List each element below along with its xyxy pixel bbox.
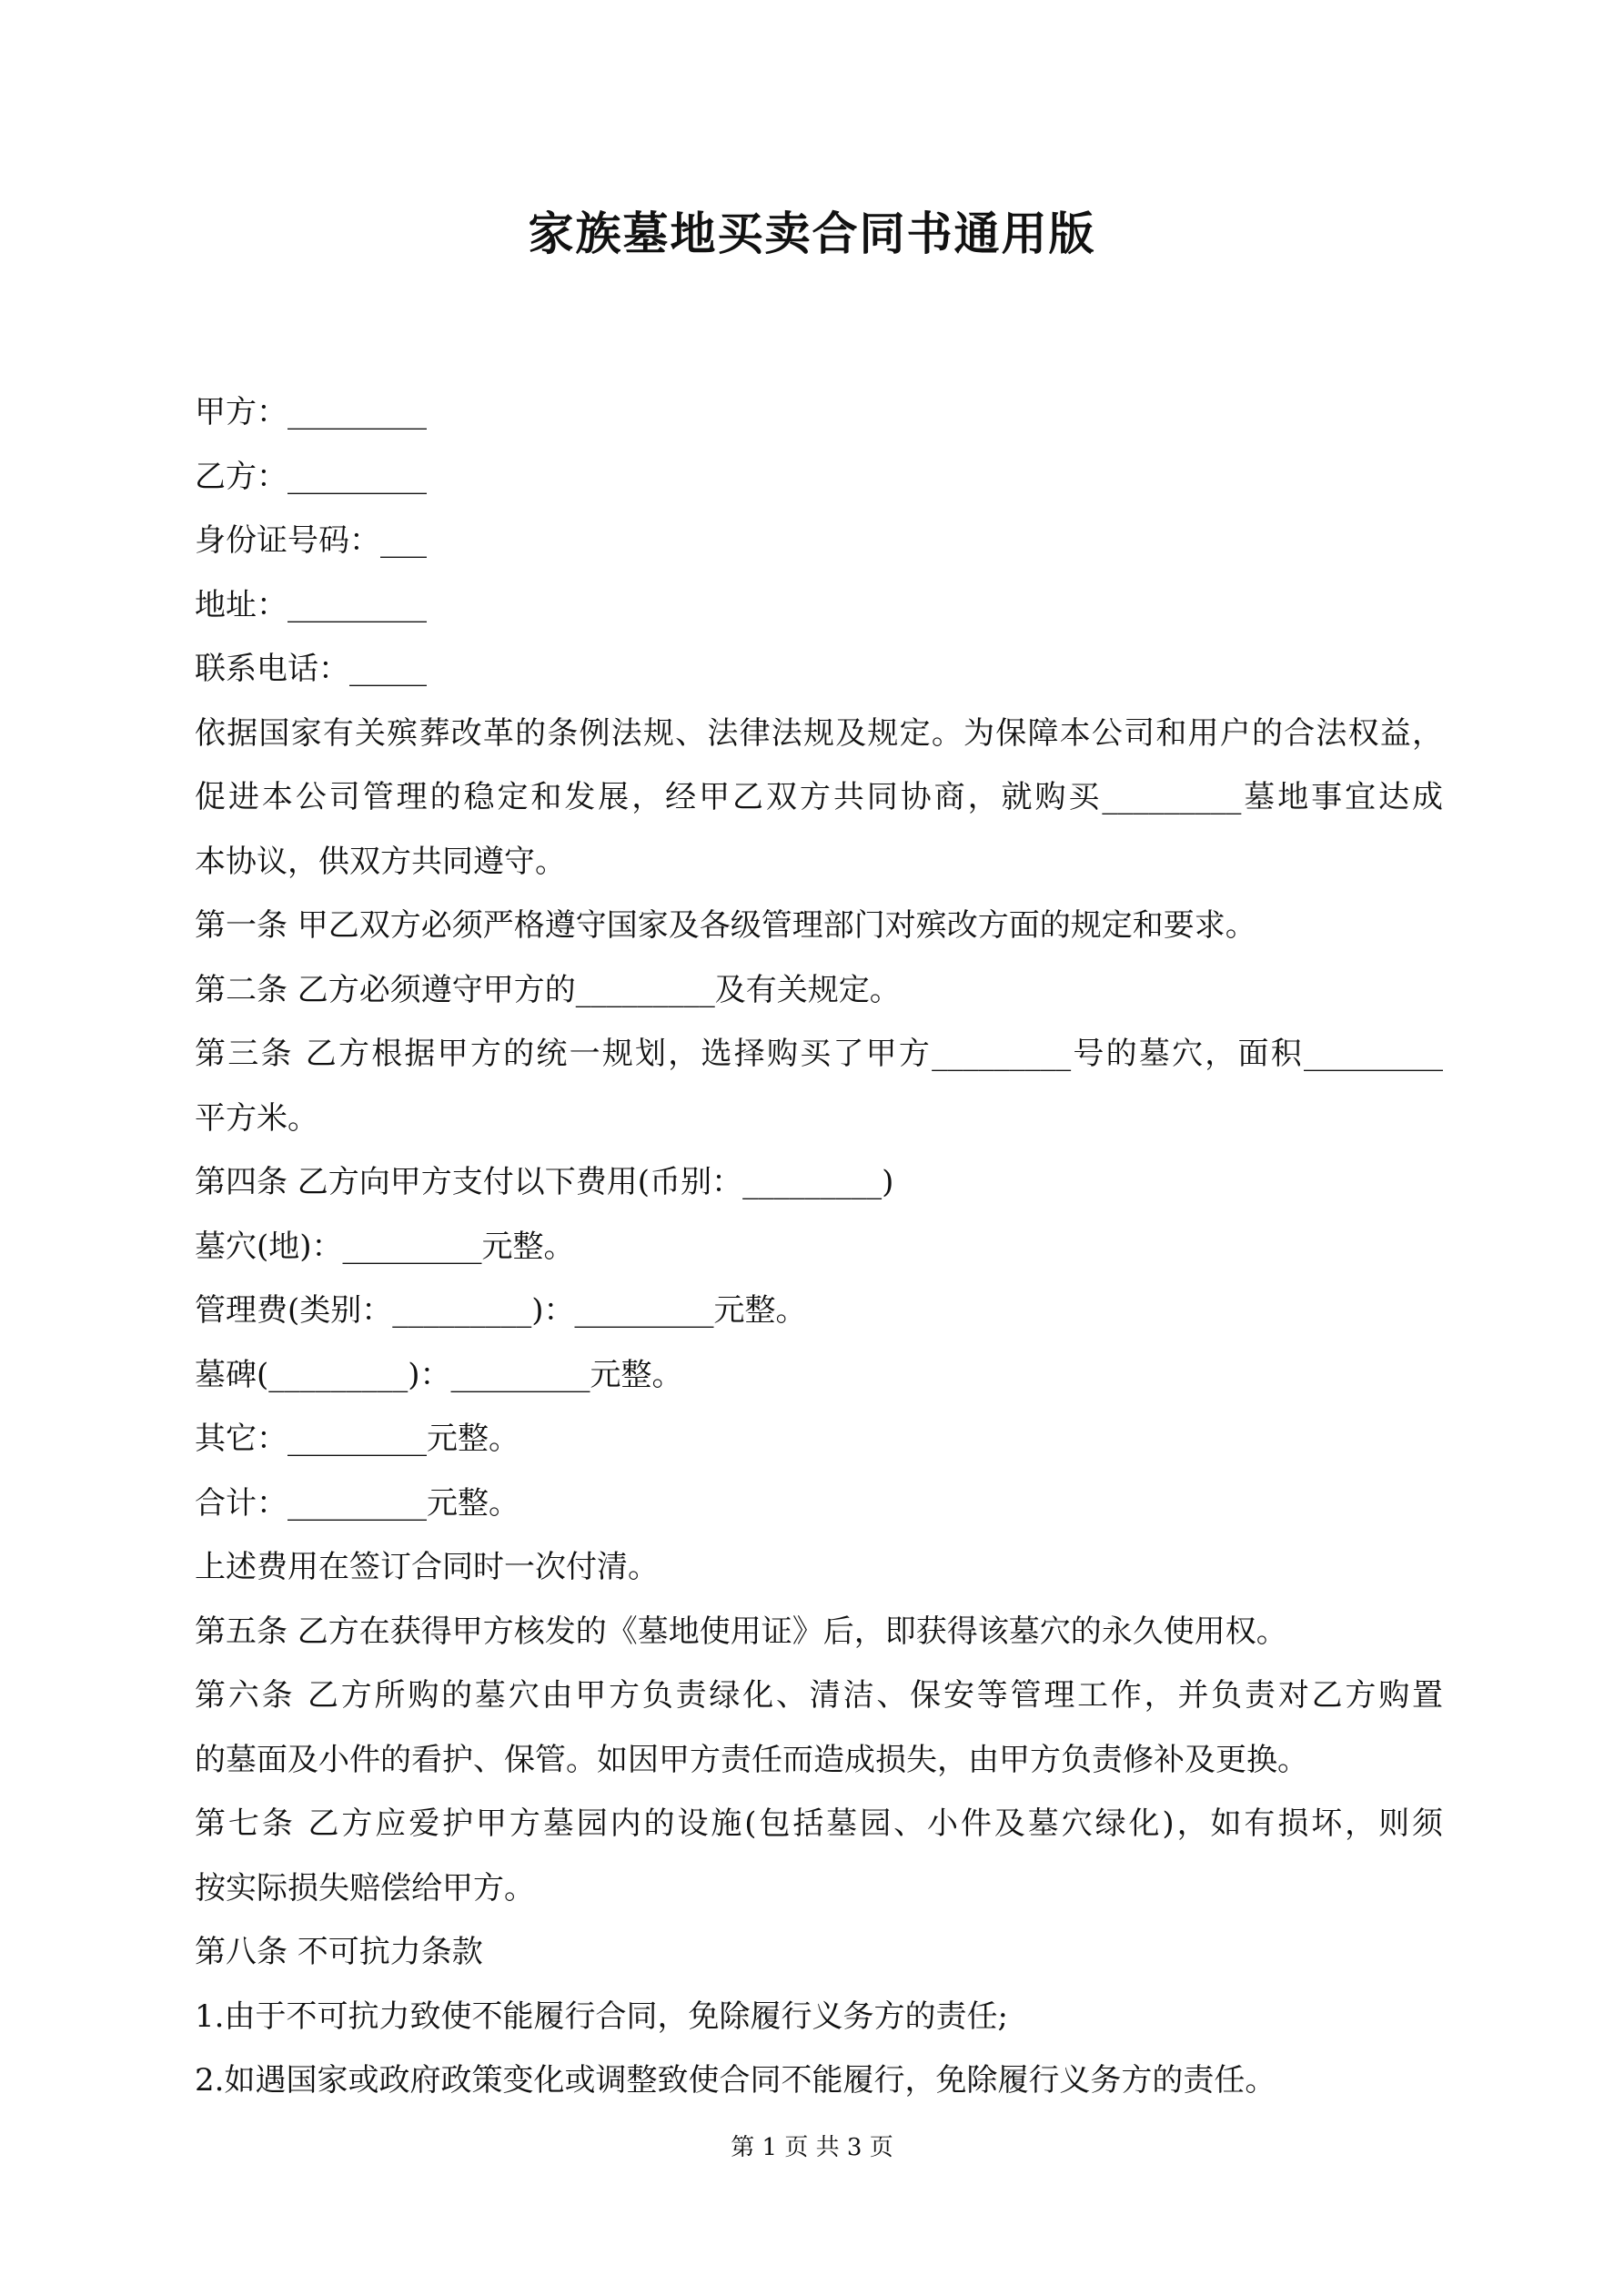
page-number: 第 1 页 共 3 页	[731, 2134, 893, 2161]
text-line: 促进本公司管理的稳定和发展，经甲乙双方共同协商，就购买_________墓地事宜达成	[195, 779, 1443, 815]
text-line: 身份证号码：___	[195, 522, 427, 559]
text-line: 联系电话：_____	[195, 651, 427, 687]
text-line: 依据国家有关殡葬改革的条例法规、法律法规及规定。为保障本公司和用户的合法权益，	[195, 714, 1443, 752]
text-line: 第六条 乙方所购的墓穴由甲方负责绿化、清洁、保安等管理工作，并负责对乙方购置	[195, 1677, 1443, 1714]
text-line: 平方米。	[195, 1099, 318, 1137]
text-line: 甲方：_________	[195, 394, 427, 430]
text-line: 墓碑(_________)：_________元整。	[195, 1356, 683, 1393]
text-line: 第一条 甲乙双方必须严格遵守国家及各级管理部门对殡改方面的规定和要求。	[195, 907, 1256, 944]
document-body	[195, 380, 1443, 2113]
text-line: 第四条 乙方向甲方支付以下费用(币别：_________)	[195, 1164, 894, 1200]
text-line: 第八条 不可抗力条款	[195, 1934, 483, 1970]
text-line: 墓穴(地)：_________元整。	[195, 1228, 575, 1265]
text-line: 2.如遇国家或政府政策变化或调整致使合同不能履行，免除履行义务方的责任。	[195, 2062, 1276, 2099]
text-line: 第二条 乙方必须遵守甲方的_________及有关规定。	[195, 971, 901, 1008]
text-line: 第三条 乙方根据甲方的统一规划，选择购买了甲方_________号的墓穴，面积_________	[195, 1036, 1443, 1072]
text-line: 第七条 乙方应爱护甲方墓园内的设施(包括墓园、小件及墓穴绿化)，如有损坏，则须	[195, 1805, 1443, 1842]
text-line: 的墓面及小件的看护、保管。如因甲方责任而造成损失，由甲方负责修补及更换。	[195, 1741, 1308, 1778]
text-line: 其它：_________元整。	[195, 1421, 519, 1457]
text-line: 管理费(类别：_________)：_________元整。	[195, 1292, 807, 1329]
text-line: 地址：_________	[195, 586, 427, 623]
document-title: 家族墓地买卖合同书通用版	[528, 207, 1096, 260]
text-line: 乙方：_________	[195, 458, 427, 495]
text-line: 合计：_________元整。	[195, 1484, 519, 1522]
text-line: 上述费用在签订合同时一次付清。	[195, 1549, 659, 1585]
text-line: 本协议，供双方共同遵守。	[195, 843, 566, 880]
text-line: 1.由于不可抗力致使不能履行合同，免除履行义务方的责任;	[195, 1998, 1008, 2035]
text-line: 按实际损失赔偿给甲方。	[195, 1869, 535, 1907]
text-line: 第五条 乙方在获得甲方核发的《墓地使用证》后，即获得该墓穴的永久使用权。	[195, 1613, 1287, 1650]
